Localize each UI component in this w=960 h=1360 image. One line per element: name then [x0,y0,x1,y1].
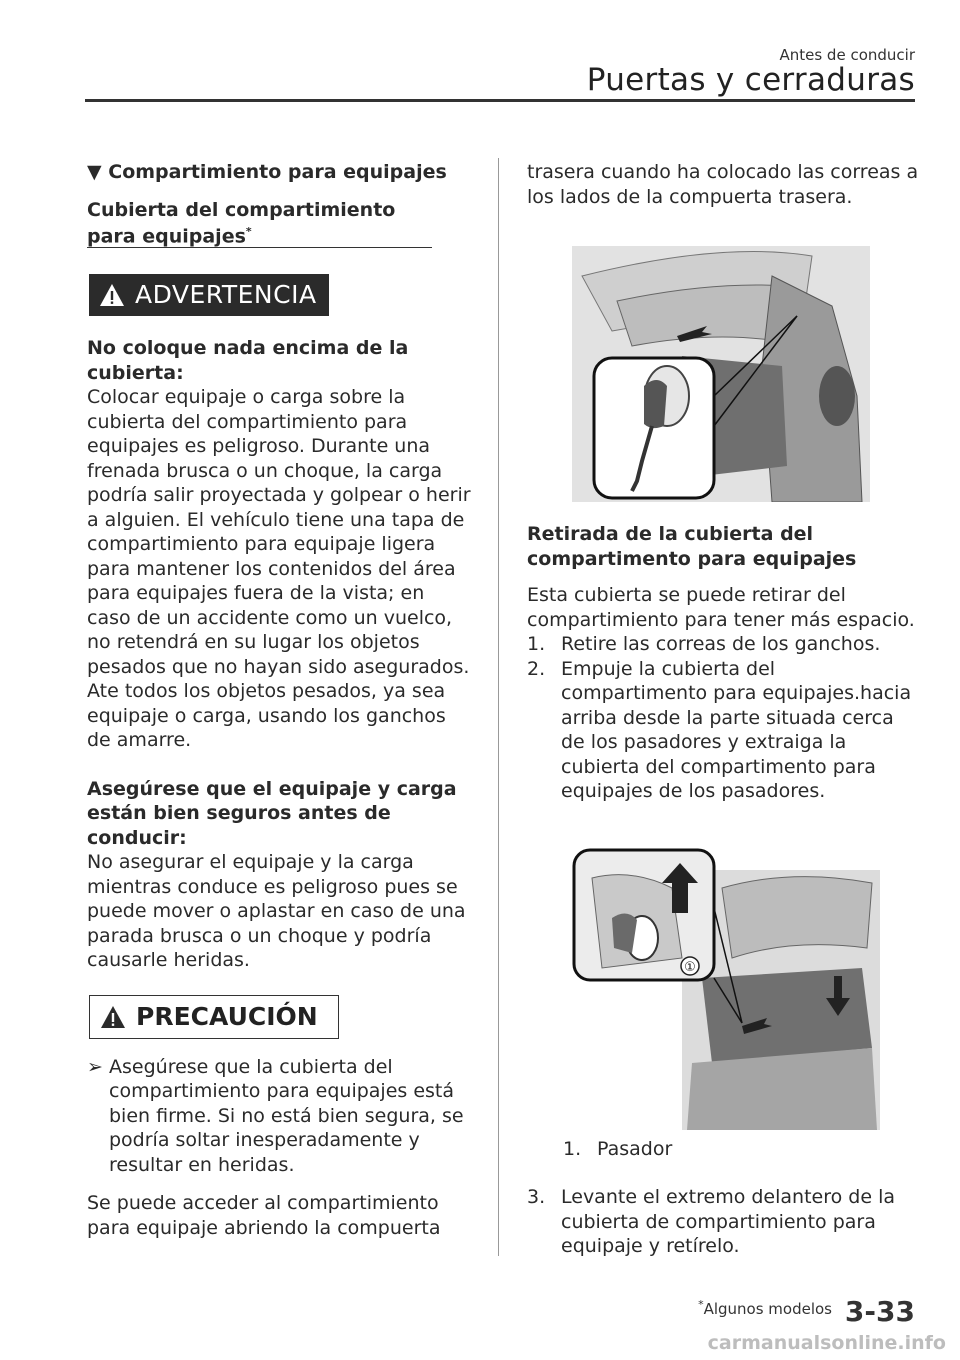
caution-bullet: ➢ [87,1055,103,1078]
warning2-title: Asegúrese que el equipaje y carga están bien seguros antes de conducir: [87,777,457,849]
warning-label: ADVERTENCIA [135,280,317,310]
caution-banner [89,995,339,1039]
footnote-mark: * [698,1298,704,1311]
right-column-mid [527,522,922,804]
watermark: carmanualsonline.info [707,1332,946,1354]
section-heading-text: Compartimiento para equipajes [108,161,447,183]
step-text: Retire las correas de los ganchos. [561,633,881,655]
step-text: Levante el extremo delantero de la cubierta de compartimiento para equipaje y retírelo. [561,1186,895,1257]
subheading-mark: * [245,224,252,238]
step-item [527,632,922,657]
warning-icon [99,283,125,307]
right-column-top [527,160,922,209]
legend-item [563,1137,883,1162]
legend-number: 1. [563,1138,582,1160]
liftgate-figure [572,246,870,502]
callout-label: ① [684,960,696,975]
footnote-text: Algunos modelos [703,1300,832,1318]
legend-text: Pasador [597,1138,673,1160]
warning-banner [89,274,329,316]
step-number: 3. [527,1186,546,1208]
header-rule [85,99,915,102]
page-title: Puertas y cerraduras [586,62,915,98]
right-column-bottom [527,1185,922,1259]
step-number: 2. [527,657,546,680]
step-number: 1. [527,633,546,655]
removal-intro: Esta cubierta se puede retirar del compartimiento para tener más espacio. [527,584,915,631]
section-heading [87,160,472,185]
step-item [527,1185,922,1259]
subheading-text: Cubierta del compartimiento para equipajes [87,198,396,247]
page-number: 3-33 [844,1295,915,1328]
cover-removal-illustration [572,848,880,1130]
liftgate-illustration [572,246,870,502]
footnote [698,1298,832,1318]
left-column [87,160,472,1240]
caution-item-text: Asegúrese que la cubierta del compartimiento para equipajes está bien firme. Si no está bien segura, se podría soltar inesperadamente y resultar en heridas. [109,1055,464,1176]
cover-removal-figure [572,848,880,1130]
step-text: Empuje la cubierta del compartimento para equipajes.hacia arriba desde la parte situada cerca de los pasadores y extraiga la cubierta del compartimento para equipajes de los pasadores. [561,657,912,802]
warning2-body: No asegurar el equipaje y la carga mientras conduce es peligroso pues se puede mover o aplastar en caso de una parada brusca o un choque y podría causarle heridas. [87,851,466,972]
removal-heading: Retirada de la cubierta del compartimento para equipajes [527,523,857,570]
caution-item [87,1055,472,1178]
caution-icon [100,1005,126,1029]
section-marker: ▼ [87,161,102,183]
warning1-title: No coloque nada encima de la cubierta: [87,337,409,384]
figure-legend [563,1137,883,1162]
continued-text: trasera cuando ha colocado las correas a los lados de la compuerta trasera. [527,161,919,208]
step-item [527,657,922,804]
caution-label: PRECAUCIÓN [136,1001,318,1031]
subheading [87,199,432,248]
warning1-body: Colocar equipaje o carga sobre la cubierta del compartimiento para equipajes es peligroso. Durante una frenada brusca o un choque, la carga podría salir proyectada y golpear o herir a alguien. El vehículo tiene una tapa de compartimiento para equipaje ligera para mantener los contenidos del área para equipajes fuera de la vista; en caso de un accidente como un vuelco, no retendrá en su lugar los objetos pesados que no hayan sido asegurados. Ate todos los objetos pesados, ya sea equipaje o carga, usando los ganchos de amarre. [87,386,471,752]
access-text: Se puede acceder al compartimiento para equipaje abriendo la compuerta [87,1192,441,1239]
header-section: Antes de conducir [779,46,915,64]
column-divider [498,158,499,1256]
